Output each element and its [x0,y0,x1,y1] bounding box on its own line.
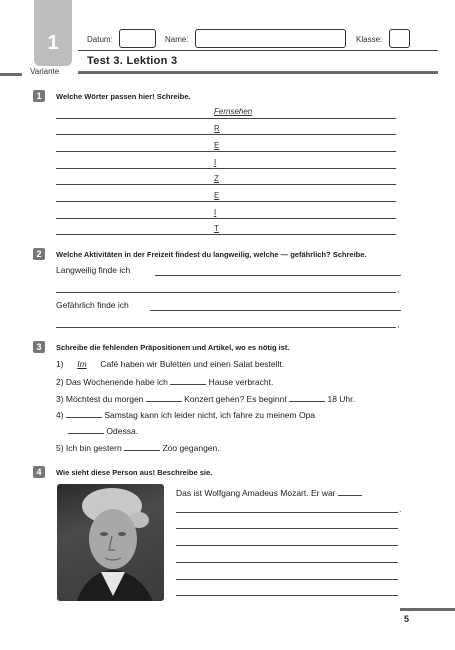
task4-answer-line[interactable] [176,545,398,546]
task3-item1-text: Café haben wir Buletten und einen Salat bestellt. [100,359,285,369]
task2-answer-line[interactable] [56,327,396,328]
task3-blank[interactable] [124,442,160,451]
task4-text-start: Das ist Wolfgang Amadeus Mozart. Er war [176,488,336,498]
task1-letter: E [214,191,220,200]
task3-instruction: Schreibe die fehlenden Präpositionen und Artikel, wo es nötig ist. [56,343,290,352]
task1-letter: E [214,141,220,150]
task1-letter: I [214,158,217,167]
variant-number: 1 [47,32,59,54]
task1-line[interactable] [56,184,396,185]
task3-item5-text: Zoo gegangen. [162,443,220,453]
task1-line[interactable] [56,201,396,202]
task3-item1-number: 1) [56,359,64,369]
task3-item5-text: 5) Ich bin gestern [56,443,122,453]
datum-field[interactable] [119,29,156,48]
task4-answer-line[interactable] [176,595,398,596]
task1-letter: I [214,208,217,217]
task4-number: 4 [33,466,45,478]
task3-item2-text: 2) Das Wochenende habe ich [56,377,168,387]
task3-item1-answer: Im [77,359,87,369]
task4-instruction: Wie sieht diese Person aus! Beschreibe sie. [56,468,213,477]
task1-line[interactable] [56,234,396,235]
task1-example: Fernsehen [214,107,253,116]
task4-period: . [399,504,402,514]
task1-letter: T [214,224,219,233]
task1-line[interactable] [56,168,396,169]
task2-answer-line[interactable] [150,310,401,311]
task1-letter: R [214,124,220,133]
task2-instruction: Welche Aktivitäten in der Freizeit findest du langweilig, welche — gefährlich? Schreibe. [56,250,367,259]
task3-item2 [56,376,273,387]
test-title: Test 3. Lektion 3 [87,55,178,67]
task3-blank[interactable] [66,409,102,418]
task1-line[interactable] [56,218,396,219]
task3-item3 [56,393,355,404]
task3-blank[interactable] [170,376,206,385]
task3-item4-text: Odessa. [106,426,139,436]
task1-instruction: Welche Wörter passen hier! Schreibe. [56,92,191,101]
klasse-label: Klasse: [356,35,383,44]
task4-text [176,487,362,498]
task4-answer-line[interactable] [176,562,398,563]
task4-answer-line[interactable] [176,579,398,580]
task1-number: 1 [33,90,45,102]
footer-rule [400,608,455,611]
task3-item4-text: Samstag kann ich leider nicht, ich fahre zu meinem Opa [104,410,316,420]
task3-blank[interactable] [146,393,182,402]
task2-comma: , [397,319,400,329]
task1-line [56,118,396,119]
name-label: Name: [165,35,189,44]
task3-item2-text: Hause verbracht. [208,377,274,387]
task4-answer-line[interactable] [176,512,398,513]
left-rule [0,73,22,76]
task1-line[interactable] [56,151,396,152]
task4-blank[interactable] [338,487,362,496]
page-number: 5 [404,614,410,624]
header-rule [78,50,438,51]
task3-item3-text: 18 Uhr. [327,394,355,404]
task2-boring-label: Langweilig finde ich [56,265,131,275]
task3-number: 3 [33,341,45,353]
task2-number: 2 [33,248,45,260]
task4-answer-line[interactable] [176,528,398,529]
task3-item3-text: Konzert gehen? Es beginnt [184,394,287,404]
task3-item1 [56,359,284,369]
task3-item5 [56,442,220,453]
datum-label: Datum: [87,35,113,44]
task1-letter: Z [214,174,219,183]
portrait-illustration [57,484,164,601]
klasse-field[interactable] [389,29,410,48]
task2-dangerous-label: Gefährlich finde ich [56,300,129,310]
task3-item3-text: 3) Möchtest du morgen [56,394,144,404]
variant-tab [34,0,72,66]
task3-blank[interactable] [68,425,104,434]
task3-item4-cont [68,425,138,436]
name-field[interactable] [195,29,346,48]
mozart-portrait [57,484,164,601]
task2-answer-line[interactable] [56,292,396,293]
task2-answer-line[interactable] [155,275,401,276]
variant-label: Variante [30,67,60,76]
task3-item4-text: 4) [56,410,64,420]
task3-blank[interactable] [289,393,325,402]
task1-line[interactable] [56,134,396,135]
task2-comma: , [397,284,400,294]
title-rule [78,71,438,74]
task3-item4 [56,409,315,420]
